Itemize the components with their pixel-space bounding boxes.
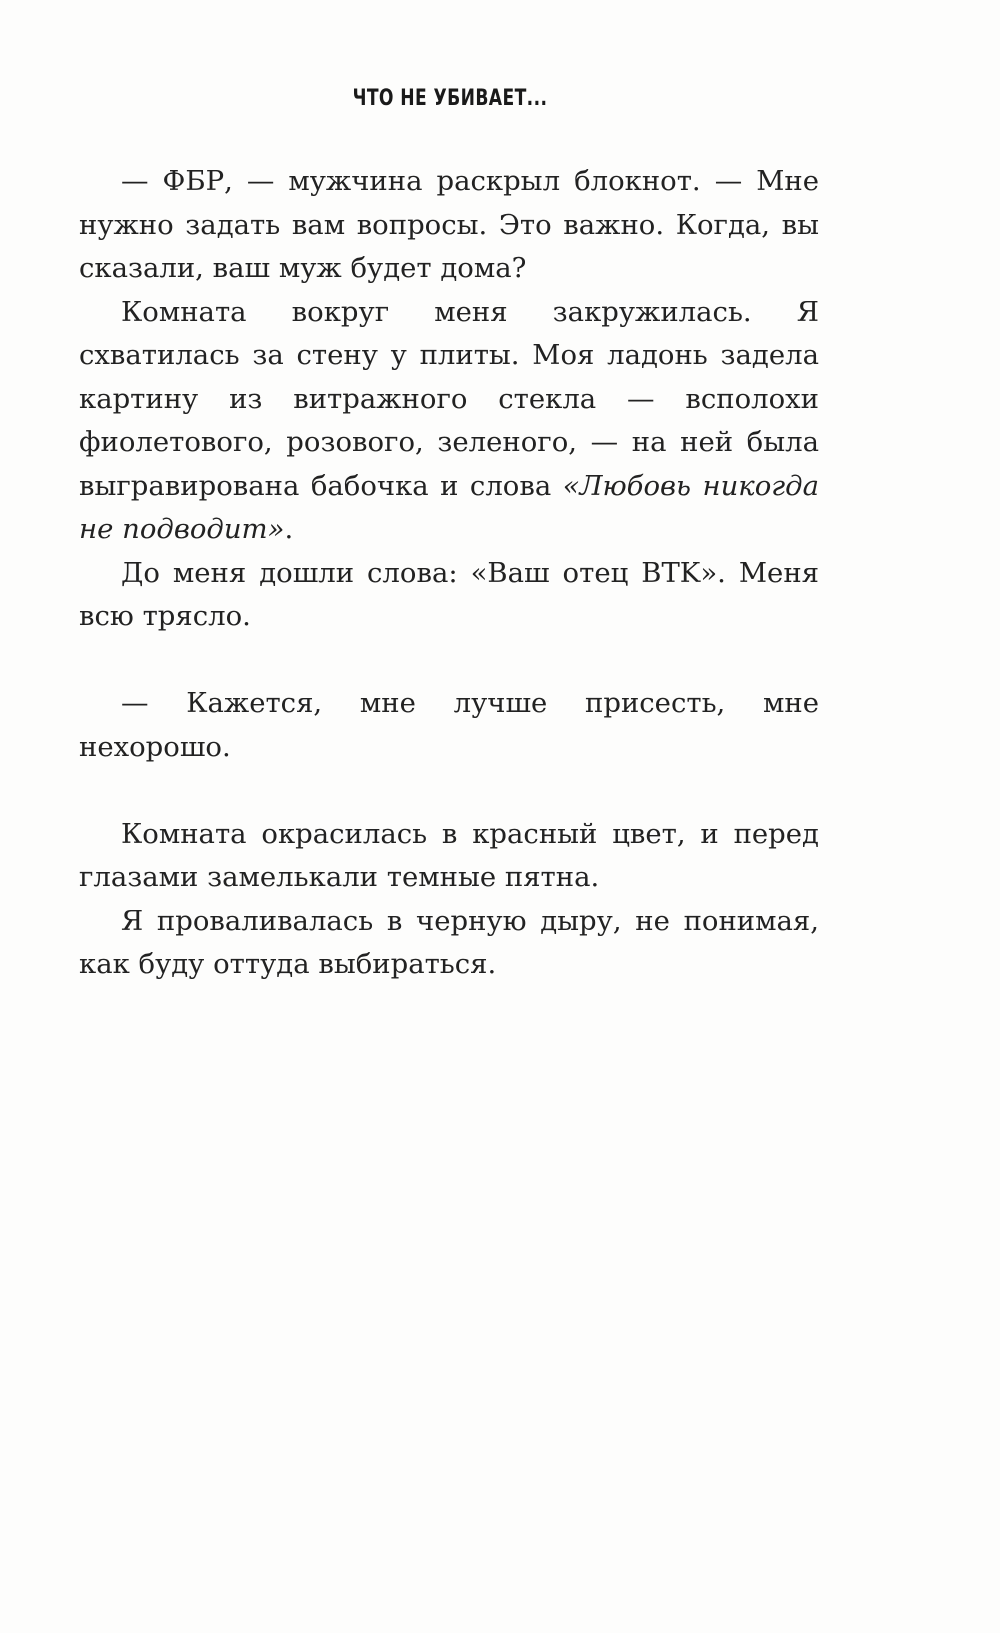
paragraph-5: Комната окрасилась в красный цвет, и перед глазами замелькали темные пятна. [79, 817, 819, 893]
paragraph-4: — Кажется, мне лучше присесть, мне нехорошо. [79, 687, 819, 763]
running-title: ЧТО НЕ УБИВАЕТ... [352, 86, 548, 111]
paragraph-2-quote: «Любовь никогда не подводит» [79, 469, 820, 545]
page-body [79, 160, 819, 987]
paragraph-2-text: Комната вокруг меня закружилась. Я схватилась за стену у плиты. Моя ладонь задела картину из витражного стекла — всполохи фиолетового, розового, зеленого, — на ней была выгравирована бабочка и слова [79, 295, 819, 502]
paragraph-2-end: . [284, 513, 294, 545]
paragraph-3: До меня дошли слова: «Ваш отец BTK». Меня всю трясло. [79, 556, 819, 632]
paragraph-1: — ФБР, — мужчина раскрыл блокнот. — Мне нужно задать вам вопросы. Это важно. Когда, вы сказали, ваш муж будет дома? [79, 165, 819, 284]
paragraph-6: Я проваливалась в черную дыру, не понимая, как буду оттуда выбираться. [79, 904, 819, 980]
paragraph-2 [79, 291, 819, 552]
